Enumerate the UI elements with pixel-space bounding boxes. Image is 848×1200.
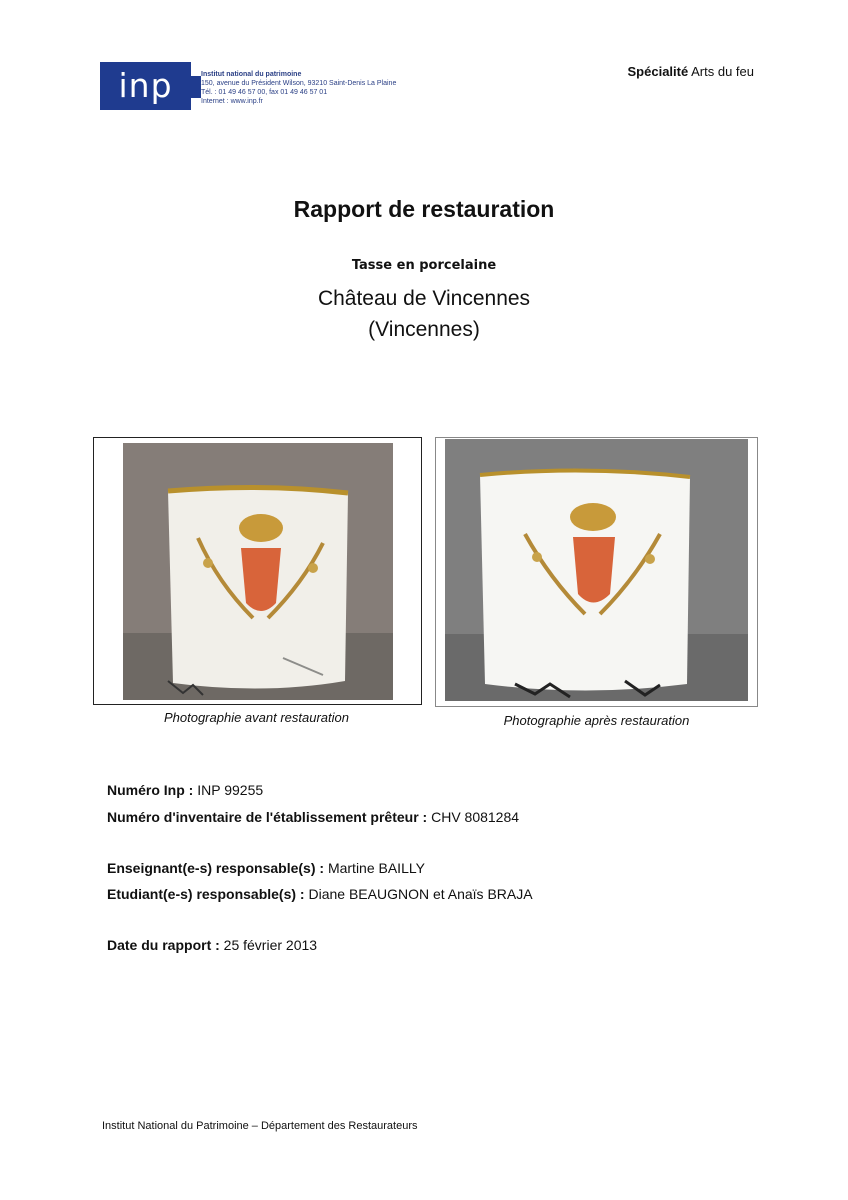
institute-info: [201, 70, 396, 106]
page-footer: Institut National du Patrimoine – Département des Restaurateurs: [102, 1120, 418, 1132]
logo-wordmark: inp: [118, 66, 173, 105]
inp-logo: [100, 62, 191, 110]
field-label: Etudiant(e-s) responsable(s) :: [107, 886, 305, 902]
field-value: Diane BEAUGNON et Anaïs BRAJA: [308, 886, 533, 902]
logo-accent: [191, 76, 201, 98]
speciality-label: Spécialité: [627, 64, 689, 79]
photo-after-caption: Photographie après restauration: [503, 713, 690, 728]
field-student: [107, 886, 533, 902]
field-value: 25 février 2013: [223, 937, 318, 953]
field-label: Enseignant(e-s) responsable(s) :: [107, 860, 325, 876]
report-title: Rapport de restauration: [293, 196, 555, 222]
field-report-date: [107, 937, 317, 953]
field-teacher: [107, 860, 425, 876]
location-line-1: Château de Vincennes: [317, 287, 531, 310]
speciality: [628, 64, 754, 79]
field-value: INP 99255: [197, 782, 264, 798]
field-label: Date du rapport :: [107, 937, 220, 953]
institute-name: Institut national du patrimoine: [201, 71, 302, 78]
field-inventory-number: [107, 809, 519, 825]
field-value: Martine BAILLY: [327, 860, 425, 876]
institute-phone: Tél. : 01 49 46 57 00, fax 01 49 46 57 01: [201, 89, 328, 96]
photo-before-restoration: [123, 443, 393, 700]
speciality-value: Arts du feu: [691, 64, 754, 79]
photo-before-frame: [93, 437, 422, 705]
object-type: Tasse en porcelaine: [351, 258, 497, 273]
object-location: [0, 283, 848, 345]
institute-web: Internet : www.inp.fr: [201, 98, 263, 105]
photo-after-frame: [435, 437, 758, 707]
field-value: CHV 8081284: [431, 809, 520, 825]
field-label: Numéro Inp :: [107, 782, 194, 798]
location-line-2: (Vincennes): [368, 318, 480, 341]
institute-address: 150, avenue du Président Wilson, 93210 Saint-Denis La Plaine: [201, 80, 397, 87]
photo-after-restoration: [445, 439, 748, 701]
field-inp-number: [107, 782, 263, 798]
photo-before-caption: Photographie avant restauration: [163, 710, 349, 725]
field-label: Numéro d'inventaire de l'établissement prêteur :: [107, 809, 428, 825]
